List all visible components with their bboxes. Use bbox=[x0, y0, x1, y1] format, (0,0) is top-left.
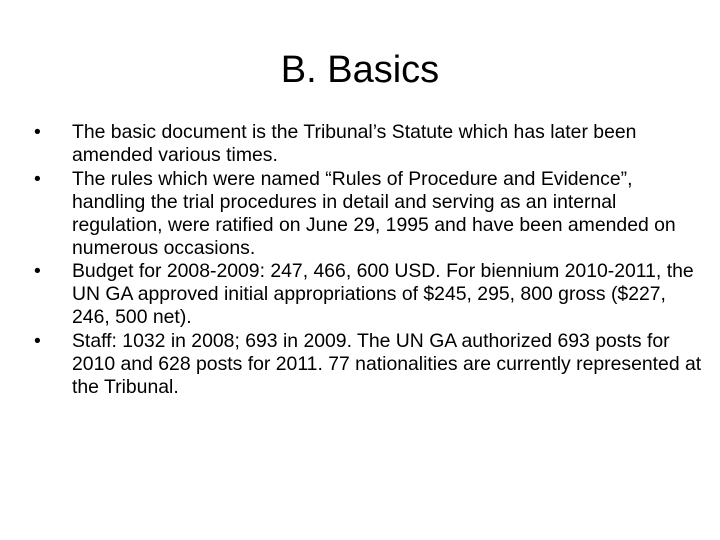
bullet-text: The rules which were named “Rules of Procedure and Evidence”, handling the trial procedures in detail and serving as an internal regulation, were ratified on June 29, 1995 and have been amended on numerous occasions. bbox=[72, 167, 676, 259]
bullet-item bbox=[34, 168, 704, 260]
bullet-item bbox=[34, 260, 704, 329]
bullet-icon: • bbox=[34, 167, 41, 190]
bullet-text: Staff: 1032 in 2008; 693 in 2009. The UN GA authorized 693 posts for 2010 and 628 posts for 2011. 77 nationalities are currently represented at the Tribunal. bbox=[72, 330, 702, 398]
bullet-text: Budget for 2008-2009: 247, 466, 600 USD. For biennium 2010-2011, the UN GA approved initial appropriations of $245, 295, 800 gross ($227, 246, 500 net). bbox=[72, 260, 694, 329]
bullet-text: The basic document is the Tribunal’s Statute which has later been amended various times. bbox=[72, 121, 637, 166]
slide-title: B. Basics bbox=[280, 49, 440, 91]
bullet-icon: • bbox=[34, 260, 41, 283]
bullet-icon: • bbox=[34, 121, 41, 143]
bullet-item bbox=[34, 121, 704, 167]
bullet-icon: • bbox=[34, 330, 41, 353]
bullet-list bbox=[34, 121, 704, 400]
bullet-item bbox=[34, 330, 704, 399]
